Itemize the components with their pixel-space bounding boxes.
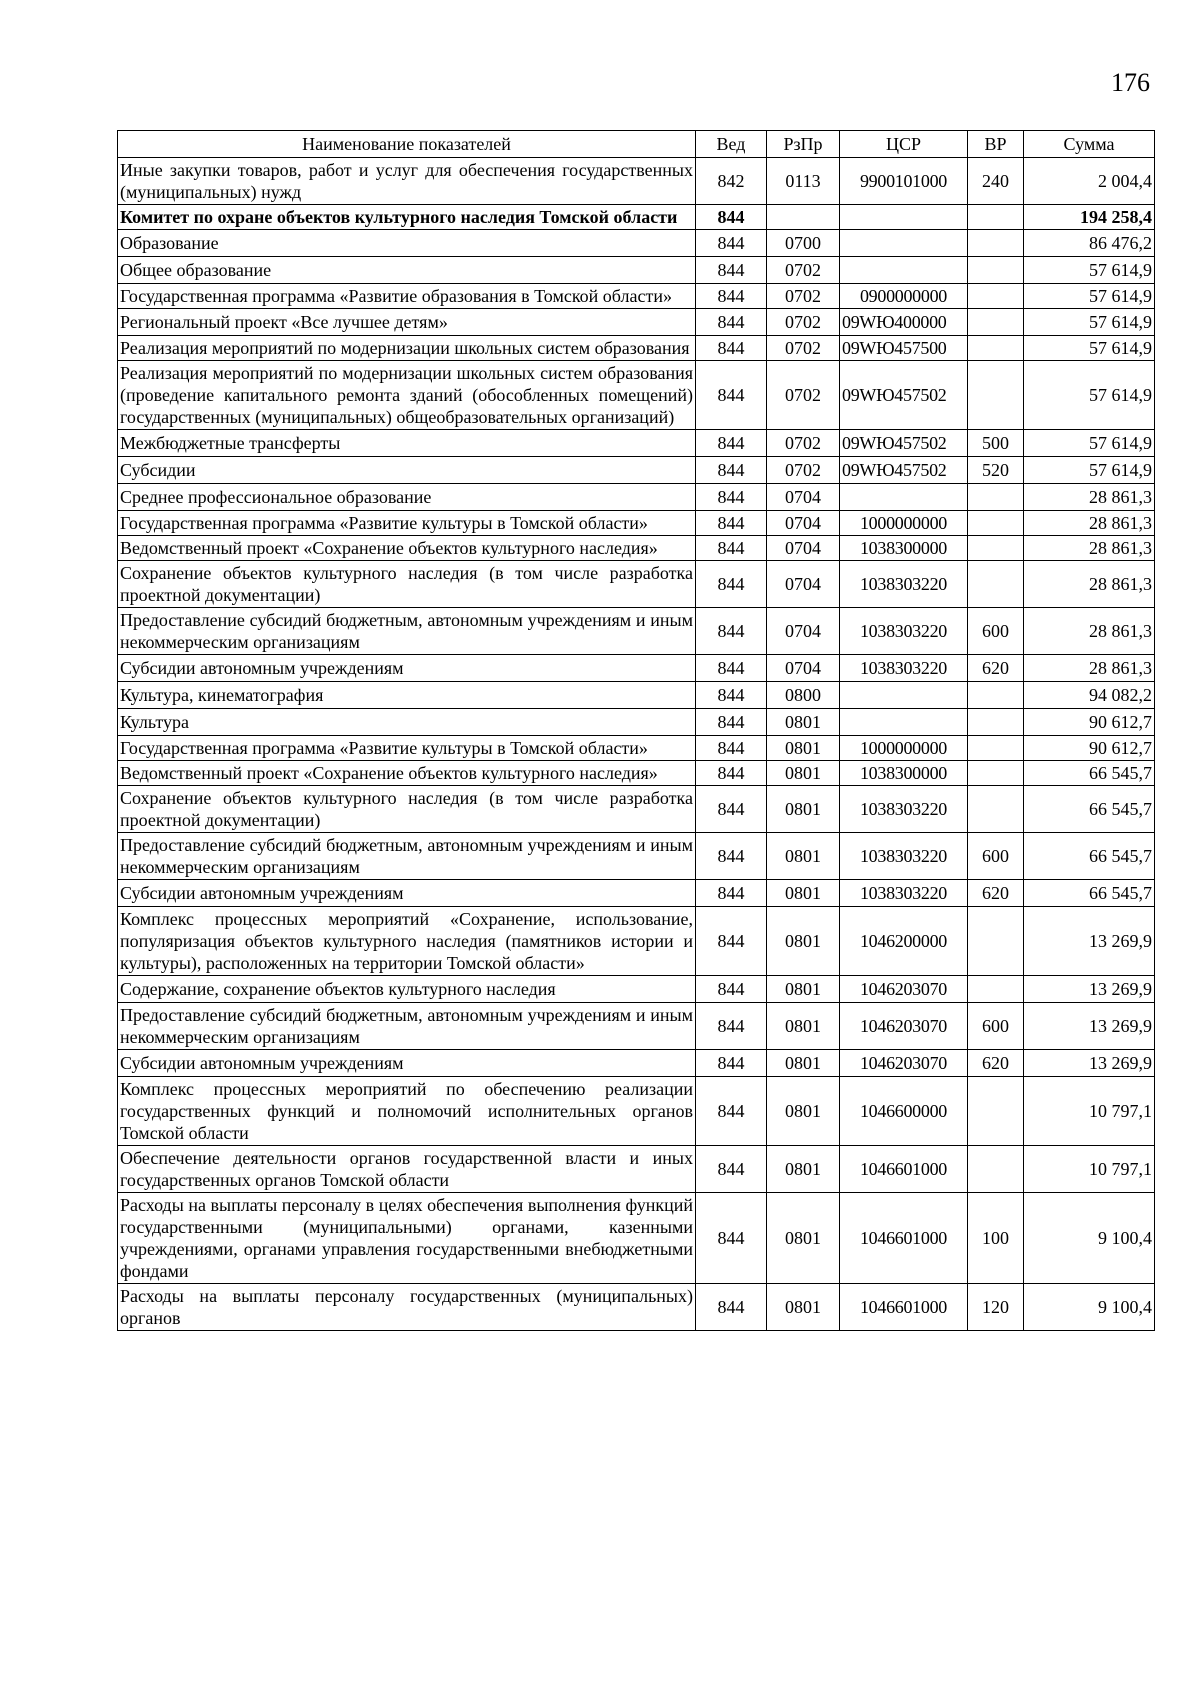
cell-csr: [840, 682, 968, 709]
cell-rzpr: 0801: [767, 761, 840, 786]
cell-sum: 57 614,9: [1024, 336, 1155, 361]
cell-rzpr: 0801: [767, 1077, 840, 1146]
table-row: [118, 336, 1155, 361]
cell-csr: 9900101000: [840, 158, 968, 205]
table-row: [118, 361, 1155, 430]
cell-name: Культура: [118, 709, 696, 736]
cell-vr: [968, 786, 1024, 833]
cell-rzpr: 0704: [767, 655, 840, 682]
cell-name: Реализация мероприятий по модернизации школьных систем образования: [118, 336, 696, 361]
cell-csr: [840, 709, 968, 736]
cell-name: Субсидии автономным учреждениям: [118, 880, 696, 907]
cell-csr: [840, 257, 968, 284]
cell-ved: 844: [696, 309, 767, 336]
cell-rzpr: 0801: [767, 1146, 840, 1193]
cell-csr: 1038303220: [840, 880, 968, 907]
cell-csr: 09WЮ457502: [840, 430, 968, 457]
cell-csr: 1000000000: [840, 511, 968, 536]
cell-ved: 844: [696, 1284, 767, 1331]
cell-sum: 13 269,9: [1024, 1050, 1155, 1077]
cell-sum: 13 269,9: [1024, 907, 1155, 976]
table-row: [118, 561, 1155, 608]
cell-sum: 57 614,9: [1024, 457, 1155, 484]
cell-vr: 500: [968, 430, 1024, 457]
cell-rzpr: 0801: [767, 786, 840, 833]
cell-vr: [968, 1077, 1024, 1146]
header-ved: Вед: [696, 131, 767, 158]
cell-rzpr: 0702: [767, 309, 840, 336]
cell-rzpr: 0702: [767, 336, 840, 361]
cell-csr: 1046601000: [840, 1146, 968, 1193]
cell-ved: 844: [696, 536, 767, 561]
cell-rzpr: 0801: [767, 880, 840, 907]
cell-ved: 844: [696, 682, 767, 709]
cell-vr: [968, 976, 1024, 1003]
cell-sum: 86 476,2: [1024, 230, 1155, 257]
cell-vr: 120: [968, 1284, 1024, 1331]
cell-vr: [968, 361, 1024, 430]
cell-vr: 520: [968, 457, 1024, 484]
table-row: [118, 158, 1155, 205]
cell-ved: 844: [696, 833, 767, 880]
table-row: [118, 205, 1155, 230]
cell-sum: 66 545,7: [1024, 786, 1155, 833]
cell-vr: [968, 709, 1024, 736]
cell-ved: 844: [696, 257, 767, 284]
cell-ved: 844: [696, 655, 767, 682]
cell-sum: 194 258,4: [1024, 205, 1155, 230]
table-row: [118, 709, 1155, 736]
cell-csr: 09WЮ457500: [840, 336, 968, 361]
cell-sum: 57 614,9: [1024, 284, 1155, 309]
cell-rzpr: 0704: [767, 511, 840, 536]
cell-ved: 844: [696, 880, 767, 907]
cell-vr: 240: [968, 158, 1024, 205]
cell-rzpr: 0800: [767, 682, 840, 709]
table-row: [118, 230, 1155, 257]
cell-rzpr: 0702: [767, 284, 840, 309]
cell-rzpr: 0702: [767, 457, 840, 484]
table-row: [118, 457, 1155, 484]
cell-name: Предоставление субсидий бюджетным, автономным учреждениям и иным некоммерческим организациям: [118, 608, 696, 655]
cell-ved: 844: [696, 761, 767, 786]
cell-sum: 94 082,2: [1024, 682, 1155, 709]
cell-name: Предоставление субсидий бюджетным, автономным учреждениям и иным некоммерческим организациям: [118, 833, 696, 880]
table-row: [118, 976, 1155, 1003]
table-row: [118, 257, 1155, 284]
table-row: [118, 786, 1155, 833]
cell-sum: 66 545,7: [1024, 880, 1155, 907]
table-row: [118, 536, 1155, 561]
cell-sum: 28 861,3: [1024, 561, 1155, 608]
cell-ved: 844: [696, 976, 767, 1003]
cell-vr: [968, 1146, 1024, 1193]
cell-vr: 620: [968, 1050, 1024, 1077]
cell-rzpr: 0702: [767, 430, 840, 457]
cell-sum: 10 797,1: [1024, 1146, 1155, 1193]
cell-rzpr: 0704: [767, 484, 840, 511]
cell-rzpr: 0704: [767, 608, 840, 655]
cell-vr: [968, 682, 1024, 709]
cell-csr: [840, 230, 968, 257]
cell-csr: 1038300000: [840, 761, 968, 786]
page-number: 176: [1111, 68, 1150, 97]
cell-csr: 1046601000: [840, 1193, 968, 1284]
cell-vr: [968, 309, 1024, 336]
table-row: [118, 1003, 1155, 1050]
cell-csr: 1038303220: [840, 655, 968, 682]
table-row: [118, 284, 1155, 309]
table-row: [118, 833, 1155, 880]
cell-csr: 0900000000: [840, 284, 968, 309]
cell-name: Общее образование: [118, 257, 696, 284]
cell-csr: 1046203070: [840, 1003, 968, 1050]
cell-sum: 28 861,3: [1024, 608, 1155, 655]
cell-vr: 600: [968, 608, 1024, 655]
cell-ved: 844: [696, 1146, 767, 1193]
cell-csr: 1046203070: [840, 1050, 968, 1077]
cell-ved: 844: [696, 1050, 767, 1077]
cell-ved: 844: [696, 457, 767, 484]
cell-rzpr: 0801: [767, 1284, 840, 1331]
cell-ved: 844: [696, 608, 767, 655]
cell-ved: 844: [696, 561, 767, 608]
cell-csr: 1038303220: [840, 608, 968, 655]
cell-sum: 57 614,9: [1024, 430, 1155, 457]
cell-sum: 28 861,3: [1024, 655, 1155, 682]
cell-vr: [968, 230, 1024, 257]
budget-table: [117, 130, 1155, 1331]
header-sum: Сумма: [1024, 131, 1155, 158]
cell-vr: [968, 536, 1024, 561]
cell-vr: [968, 284, 1024, 309]
cell-sum: 10 797,1: [1024, 1077, 1155, 1146]
cell-sum: 57 614,9: [1024, 309, 1155, 336]
cell-ved: 844: [696, 230, 767, 257]
cell-name: Ведомственный проект «Сохранение объектов культурного наследия»: [118, 536, 696, 561]
cell-name: Субсидии автономным учреждениям: [118, 1050, 696, 1077]
cell-vr: 620: [968, 655, 1024, 682]
cell-csr: 09WЮ457502: [840, 361, 968, 430]
cell-name: Комплекс процессных мероприятий «Сохранение, использование, популяризация объектов культурного наследия (памятников истории и культуры), расположенных на территории Томской области»: [118, 907, 696, 976]
cell-rzpr: 0702: [767, 361, 840, 430]
table-row: [118, 761, 1155, 786]
cell-ved: 844: [696, 786, 767, 833]
cell-csr: 1046600000: [840, 1077, 968, 1146]
cell-name: Комплекс процессных мероприятий по обеспечению реализации государственных функций и полномочий исполнительных органов Томской области: [118, 1077, 696, 1146]
cell-sum: 13 269,9: [1024, 1003, 1155, 1050]
cell-rzpr: 0801: [767, 1193, 840, 1284]
cell-csr: [840, 484, 968, 511]
cell-ved: 844: [696, 205, 767, 230]
cell-vr: [968, 336, 1024, 361]
header-vr: ВР: [968, 131, 1024, 158]
cell-name: Содержание, сохранение объектов культурного наследия: [118, 976, 696, 1003]
cell-vr: [968, 907, 1024, 976]
cell-rzpr: 0702: [767, 257, 840, 284]
cell-ved: 844: [696, 736, 767, 761]
cell-rzpr: 0801: [767, 736, 840, 761]
cell-name: Субсидии автономным учреждениям: [118, 655, 696, 682]
cell-rzpr: 0801: [767, 1050, 840, 1077]
cell-name: Региональный проект «Все лучшее детям»: [118, 309, 696, 336]
cell-vr: [968, 761, 1024, 786]
cell-rzpr: 0704: [767, 561, 840, 608]
cell-name: Реализация мероприятий по модернизации школьных систем образования (проведение капитального ремонта зданий (обособленных помещений) государственных (муниципальных) общеобразовательных организаций): [118, 361, 696, 430]
table-body: [118, 158, 1155, 1331]
cell-rzpr: 0704: [767, 536, 840, 561]
cell-sum: 90 612,7: [1024, 709, 1155, 736]
cell-vr: 100: [968, 1193, 1024, 1284]
cell-vr: [968, 561, 1024, 608]
cell-sum: 28 861,3: [1024, 511, 1155, 536]
table-header-row: [118, 131, 1155, 158]
cell-sum: 2 004,4: [1024, 158, 1155, 205]
cell-name: Комитет по охране объектов культурного наследия Томской области: [118, 205, 696, 230]
cell-name: Субсидии: [118, 457, 696, 484]
cell-name: Государственная программа «Развитие образования в Томской области»: [118, 284, 696, 309]
cell-csr: 1038303220: [840, 833, 968, 880]
cell-sum: 57 614,9: [1024, 361, 1155, 430]
cell-vr: 600: [968, 1003, 1024, 1050]
cell-vr: [968, 511, 1024, 536]
cell-name: Межбюджетные трансферты: [118, 430, 696, 457]
cell-sum: 66 545,7: [1024, 833, 1155, 880]
cell-vr: 620: [968, 880, 1024, 907]
cell-csr: 1046203070: [840, 976, 968, 1003]
table-row: [118, 880, 1155, 907]
cell-rzpr: 0700: [767, 230, 840, 257]
cell-name: Предоставление субсидий бюджетным, автономным учреждениям и иным некоммерческим организациям: [118, 1003, 696, 1050]
cell-csr: 1046200000: [840, 907, 968, 976]
cell-ved: 844: [696, 336, 767, 361]
header-rzpr: РзПр: [767, 131, 840, 158]
cell-name: Обеспечение деятельности органов государственной власти и иных государственных органов Томской области: [118, 1146, 696, 1193]
cell-ved: 844: [696, 511, 767, 536]
cell-ved: 842: [696, 158, 767, 205]
cell-sum: 13 269,9: [1024, 976, 1155, 1003]
cell-csr: 1038300000: [840, 536, 968, 561]
cell-name: Среднее профессиональное образование: [118, 484, 696, 511]
cell-vr: 600: [968, 833, 1024, 880]
cell-sum: 9 100,4: [1024, 1284, 1155, 1331]
cell-vr: [968, 484, 1024, 511]
cell-ved: 844: [696, 430, 767, 457]
cell-ved: 844: [696, 1193, 767, 1284]
cell-ved: 844: [696, 484, 767, 511]
cell-sum: 90 612,7: [1024, 736, 1155, 761]
cell-rzpr: 0801: [767, 1003, 840, 1050]
cell-name: Культура, кинематография: [118, 682, 696, 709]
table-row: [118, 655, 1155, 682]
cell-vr: [968, 257, 1024, 284]
cell-csr: 1038303220: [840, 561, 968, 608]
cell-ved: 844: [696, 907, 767, 976]
cell-ved: 844: [696, 361, 767, 430]
cell-rzpr: 0801: [767, 833, 840, 880]
cell-rzpr: [767, 205, 840, 230]
cell-sum: 57 614,9: [1024, 257, 1155, 284]
table-row: [118, 309, 1155, 336]
cell-name: Государственная программа «Развитие культуры в Томской области»: [118, 736, 696, 761]
table-row: [118, 1077, 1155, 1146]
cell-name: Образование: [118, 230, 696, 257]
cell-csr: 09WЮ457502: [840, 457, 968, 484]
cell-name: Сохранение объектов культурного наследия (в том числе разработка проектной документации): [118, 561, 696, 608]
cell-rzpr: 0113: [767, 158, 840, 205]
cell-rzpr: 0801: [767, 907, 840, 976]
cell-ved: 844: [696, 1003, 767, 1050]
table-row: [118, 608, 1155, 655]
table-row: [118, 511, 1155, 536]
cell-ved: 844: [696, 709, 767, 736]
cell-name: Расходы на выплаты персоналу государственных (муниципальных) органов: [118, 1284, 696, 1331]
cell-name: Расходы на выплаты персоналу в целях обеспечения выполнения функций государственными (муниципальными) органами, казенными учреждениями, органами управления государственными внебюджетными фондами: [118, 1193, 696, 1284]
table-row: [118, 1050, 1155, 1077]
cell-name: Иные закупки товаров, работ и услуг для обеспечения государственных (муниципальных) нужд: [118, 158, 696, 205]
table-row: [118, 1146, 1155, 1193]
cell-ved: 844: [696, 1077, 767, 1146]
cell-rzpr: 0801: [767, 976, 840, 1003]
cell-sum: 28 861,3: [1024, 484, 1155, 511]
table-row: [118, 682, 1155, 709]
table-row: [118, 736, 1155, 761]
cell-csr: 1038303220: [840, 786, 968, 833]
cell-vr: [968, 736, 1024, 761]
table-row: [118, 430, 1155, 457]
table-row: [118, 484, 1155, 511]
cell-name: Ведомственный проект «Сохранение объектов культурного наследия»: [118, 761, 696, 786]
cell-vr: [968, 205, 1024, 230]
cell-sum: 28 861,3: [1024, 536, 1155, 561]
header-name: Наименование показателей: [118, 131, 696, 158]
cell-ved: 844: [696, 284, 767, 309]
cell-csr: [840, 205, 968, 230]
table-row: [118, 1284, 1155, 1331]
cell-sum: 66 545,7: [1024, 761, 1155, 786]
cell-name: Сохранение объектов культурного наследия (в том числе разработка проектной документации): [118, 786, 696, 833]
table-row: [118, 1193, 1155, 1284]
cell-sum: 9 100,4: [1024, 1193, 1155, 1284]
header-csr: ЦСР: [840, 131, 968, 158]
cell-csr: 09WЮ400000: [840, 309, 968, 336]
cell-csr: 1046601000: [840, 1284, 968, 1331]
cell-csr: 1000000000: [840, 736, 968, 761]
table-row: [118, 907, 1155, 976]
cell-rzpr: 0801: [767, 709, 840, 736]
cell-name: Государственная программа «Развитие культуры в Томской области»: [118, 511, 696, 536]
